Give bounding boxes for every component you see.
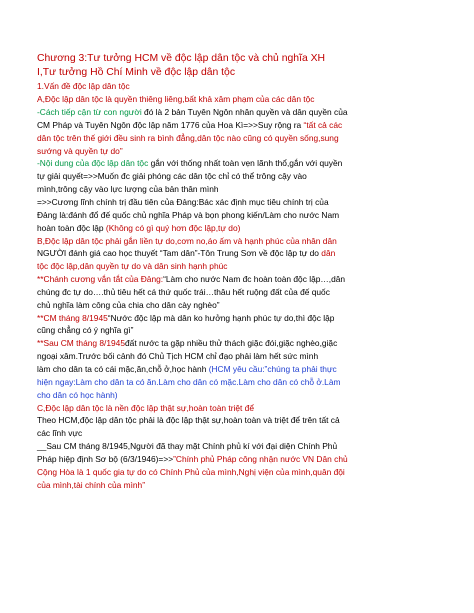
text-line [37,453,452,466]
text-run: tộc độc lập,dân quyền tự do và dân sinh hạnh phúc [37,261,228,272]
text-run: NGƯỜI đánh giá cao học thuyết “Tam dân”-Tôn Trung Sơn về độc lập tự do [37,248,322,259]
text-line [37,157,452,170]
text-run: -Cách tiếp cận từ con người [37,107,145,118]
text-line [37,145,452,158]
text-line [37,479,452,492]
text-run: tự giải quyết=>>Muốn đc giải phóng các dân tộc chỉ có thể trông cậy vào [37,171,307,182]
text-run: A,Độc lập dân tộc là quyền thiêng liêng,bất khả xâm phạm của các dân tộc [37,94,315,105]
document-body [37,80,452,491]
text-run: đó là 2 bản Tuyên Ngôn nhân quyền và dân quyền của [144,107,348,118]
text-run: sướng và quyền tự do” [37,145,123,156]
text-line [37,402,452,415]
text-line [37,106,452,119]
text-run: Theo HCM,độc lập dân tộc phải là độc lập thật sự,hoàn toàn và triệt để trên tất cả [37,415,340,426]
text-line [37,170,452,183]
text-line [37,389,452,402]
text-line [37,414,452,427]
text-run: cho dân có học hành) [37,389,118,400]
text-run: của mình,tài chính của mình” [37,479,145,490]
text-run: mình,trông cậy vào lực lượng của bản thân mình [37,184,219,195]
text-run: =>>Cương lĩnh chính trị đầu tiên của Đảng:Bác xác định mục tiêu chính trị của [37,197,329,207]
text-run: **Chánh cương vắn tắt của Đảng: [37,274,164,285]
text-line [37,196,452,209]
text-line [37,286,452,299]
text-run: **CM tháng 8/1945 [37,312,108,323]
text-run: __Sau CM tháng 8/1945,Người đã thay mặt Chính phủ kí với đại diện Chính Phủ [37,441,338,452]
text-line [37,376,452,389]
text-run: **Sau CM tháng 8/1945 [37,338,125,349]
text-run: “tất cả các [303,119,343,130]
text-run: đất nước ta gặp nhiều thử thách giặc đói,giặc nghèo,giặc [125,338,338,349]
text-line [37,363,452,376]
text-line [37,337,452,350]
text-run: hiện ngay:Làm cho dân ta có ăn.Làm cho dân có mặc.Làm cho dân có chỗ ở.Làm [37,376,341,387]
text-run: Pháp hiệp định Sơ bộ (6/3/1946)=>> [37,453,174,464]
text-run: “Làm cho nước Nam đc hoàn toàn độc lập…,dân [163,274,346,285]
text-line [37,235,452,248]
text-line [37,350,452,363]
text-run: cũng chẳng có ý nghĩa gì” [37,325,134,336]
text-run: làm cho dân ta có cái mặc,ăn,chỗ ở,học hành [37,363,209,374]
text-run: dân tộc trên thế giới đều sinh ra bình đẳng,dân tộc nào cũng có quyền sống,sung [37,132,339,143]
text-line [37,80,452,93]
text-run: C,Độc lập dân tộc là nền độc lập thật sự,hoàn toàn triệt để [37,402,254,413]
text-run: ”Chính phủ Pháp công nhận nước VN Dân chủ [173,453,348,464]
text-line [37,93,452,106]
text-line [37,119,452,132]
text-run: 1.Vấn đề độc lập dân tộc [37,81,130,92]
text-run: gắn với thống nhất toàn vẹn lãnh thổ,gắn với quyền [150,158,343,169]
text-line [37,183,452,196]
text-line [37,209,452,222]
text-line [37,324,452,337]
section-heading: I,Tư tưởng Hồ Chí Minh về độc lập dân tộc [37,67,236,79]
text-run: B,Độc lập dân tộc phải gắn liền tự do,cơm no,áo ấm và hạnh phúc của nhân dân [37,235,337,246]
text-run: Cộng Hòa là 1 quốc gia tự do có Chính Phủ của mình,Nghị viện của mình,quân đội [37,466,345,477]
text-run: hoàn toàn độc lập [37,222,106,233]
text-line [37,260,452,273]
text-line [37,299,452,312]
text-line [37,273,452,286]
text-line [37,222,452,235]
text-line [37,466,452,479]
text-run: chủ nghĩa làm công của chia cho dân cày nghèo” [37,299,220,310]
text-run: “Nước độc lập mà dân ko hưởng hạnh phúc tự do,thì độc lập [107,312,335,323]
text-line [37,427,452,440]
text-line [37,132,452,145]
text-line [37,440,452,453]
text-line [37,247,452,260]
text-run: CM Pháp và Tuyên Ngôn độc lập năm 1776 của Hoa Kì=>>Suy rộng ra [37,119,304,130]
text-run: (HCM yêu cầu:”chúng ta phải thực [208,363,337,374]
text-run: ngoại xâm.Trước bối cảnh đó Chủ Tịch HCM chỉ đạo phải làm hết sức mình [37,351,319,362]
text-run: các lĩnh vực [37,428,83,439]
chapter-title: Chương 3:Tư tưởng HCM về độc lập dân tộc và chủ nghĩa XH [37,53,326,64]
text-run: chúng đc tự do….thủ tiêu hết cá thứ quốc trái…thâu hết ruộng đất của đế quốc [37,286,330,297]
text-line [37,312,452,325]
text-run: -Nội dung của độc lập dân tộc [37,158,151,169]
text-run: dân [321,248,336,259]
text-run: (Không có gì quý hơn độc lập,tự do) [105,222,241,233]
text-run: Đảng là:đánh đổ đế quốc chủ nghĩa Pháp và bọn phong kiến/Làm cho nước Nam [37,209,340,220]
